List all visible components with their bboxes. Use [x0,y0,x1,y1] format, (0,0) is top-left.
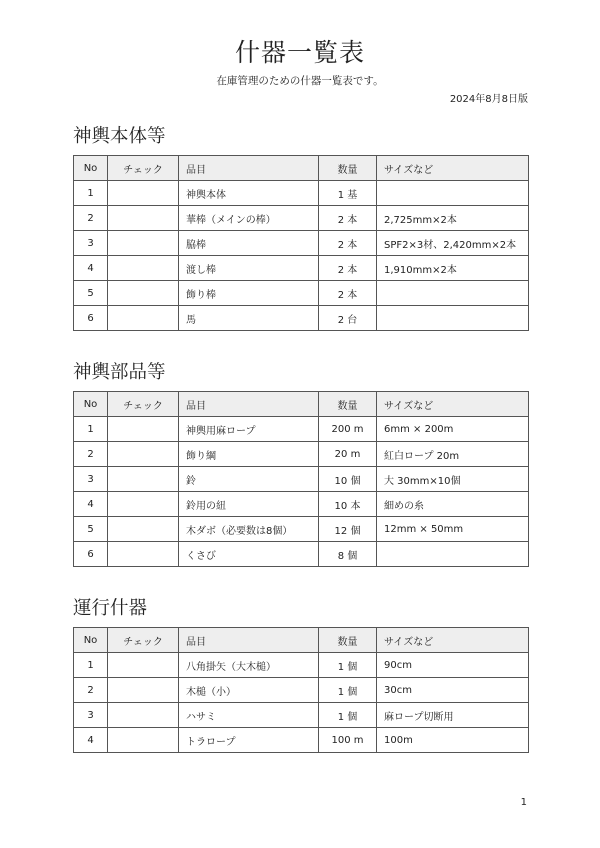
cell-qty: 1 個 [319,678,377,703]
column-header-no: No [74,156,108,181]
cell-size: 6mm × 200m [377,417,529,442]
section-title: 神輿部品等 [73,362,166,383]
table-row [74,517,529,542]
column-header-no: No [74,392,108,417]
column-header-item: 品目 [179,156,319,181]
cell-item: 八角掛矢（大木槌） [179,653,319,678]
cell-item: 木ダボ（必要数は8個） [179,517,319,542]
cell-item: 木槌（小） [179,678,319,703]
column-header-no: No [74,628,108,653]
cell-no: 5 [74,517,108,542]
checkbox-cell[interactable] [108,281,179,306]
column-header-size: サイズなど [377,156,529,181]
cell-size: 麻ロープ切断用 [377,703,529,728]
cell-size: 2,725mm×2本 [377,206,529,231]
item-table [73,627,529,753]
table-row [74,281,529,306]
cell-qty: 1 基 [319,181,377,206]
checkbox-cell[interactable] [108,542,179,567]
column-header-item: 品目 [179,628,319,653]
checkbox-cell[interactable] [108,181,179,206]
cell-qty: 100 m [319,728,377,753]
cell-qty: 200 m [319,417,377,442]
cell-qty: 1 個 [319,703,377,728]
cell-item: 神輿用麻ロープ [179,417,319,442]
cell-size: 12mm × 50mm [377,517,529,542]
table-row [74,467,529,492]
cell-item: くさび [179,542,319,567]
cell-item: 鈴 [179,467,319,492]
table-header-row [74,156,529,181]
cell-no: 3 [74,703,108,728]
table-row [74,492,529,517]
cell-size: 100m [377,728,529,753]
cell-item: 飾り綱 [179,442,319,467]
checkbox-cell[interactable] [108,442,179,467]
cell-item: 神輿本体 [179,181,319,206]
cell-item: 華棒（メインの棒） [179,206,319,231]
checkbox-cell[interactable] [108,517,179,542]
cell-size: SPF2×3材、2,420mm×2本 [377,231,529,256]
cell-qty: 1 個 [319,653,377,678]
cell-size: 30cm [377,678,529,703]
cell-qty: 2 本 [319,206,377,231]
cell-no: 1 [74,181,108,206]
cell-size: 細めの糸 [377,492,529,517]
cell-qty: 8 個 [319,542,377,567]
column-header-qty: 数量 [319,392,377,417]
column-header-size: サイズなど [377,392,529,417]
cell-item: ハサミ [179,703,319,728]
cell-qty: 2 本 [319,231,377,256]
cell-qty: 2 台 [319,306,377,331]
column-header-qty: 数量 [319,628,377,653]
cell-no: 1 [74,417,108,442]
table-header-row [74,628,529,653]
cell-qty: 2 本 [319,281,377,306]
checkbox-cell[interactable] [108,206,179,231]
checkbox-cell[interactable] [108,256,179,281]
checkbox-cell[interactable] [108,653,179,678]
cell-no: 6 [74,306,108,331]
checkbox-cell[interactable] [108,728,179,753]
cell-size: 大 30mm×10個 [377,467,529,492]
table-row [74,306,529,331]
section-title: 神輿本体等 [73,126,166,147]
checkbox-cell[interactable] [108,703,179,728]
column-header-qty: 数量 [319,156,377,181]
page-number: 1 [520,797,527,808]
checkbox-cell[interactable] [108,231,179,256]
table-row [74,442,529,467]
checkbox-cell[interactable] [108,417,179,442]
cell-no: 4 [74,256,108,281]
cell-qty: 10 個 [319,467,377,492]
cell-no: 5 [74,281,108,306]
checkbox-cell[interactable] [108,467,179,492]
table-row [74,206,529,231]
cell-qty: 12 個 [319,517,377,542]
table-header-row [74,392,529,417]
checkbox-cell[interactable] [108,678,179,703]
cell-size [377,281,529,306]
cell-no: 3 [74,231,108,256]
cell-item: 鈴用の紐 [179,492,319,517]
item-table [73,391,529,567]
cell-no: 1 [74,653,108,678]
column-header-size: サイズなど [377,628,529,653]
item-table [73,155,529,331]
section-title: 運行什器 [73,598,148,619]
checkbox-cell[interactable] [108,306,179,331]
cell-size [377,306,529,331]
cell-item: トラロープ [179,728,319,753]
cell-no: 4 [74,728,108,753]
column-header-check: チェック [108,392,179,417]
cell-size [377,181,529,206]
cell-no: 6 [74,542,108,567]
table-row [74,542,529,567]
cell-size: 紅白ロープ 20m [377,442,529,467]
table-row [74,181,529,206]
cell-qty: 20 m [319,442,377,467]
table-row [74,231,529,256]
document-subtitle: 在庫管理のための什器一覧表です。 [216,75,384,87]
table-row [74,417,529,442]
cell-item: 脇棒 [179,231,319,256]
table-row [74,678,529,703]
cell-size: 90cm [377,653,529,678]
table-row [74,256,529,281]
cell-no: 2 [74,442,108,467]
cell-qty: 10 本 [319,492,377,517]
checkbox-cell[interactable] [108,492,179,517]
document-title: 什器一覧表 [234,38,365,67]
table-row [74,728,529,753]
table-row [74,703,529,728]
cell-item: 渡し棒 [179,256,319,281]
cell-item: 馬 [179,306,319,331]
column-header-item: 品目 [179,392,319,417]
column-header-check: チェック [108,628,179,653]
cell-size [377,542,529,567]
cell-no: 2 [74,678,108,703]
cell-no: 3 [74,467,108,492]
cell-item: 飾り棒 [179,281,319,306]
column-header-check: チェック [108,156,179,181]
cell-qty: 2 本 [319,256,377,281]
table-row [74,653,529,678]
cell-no: 4 [74,492,108,517]
cell-no: 2 [74,206,108,231]
document-date: 2024年8月8日版 [449,94,528,105]
cell-size: 1,910mm×2本 [377,256,529,281]
